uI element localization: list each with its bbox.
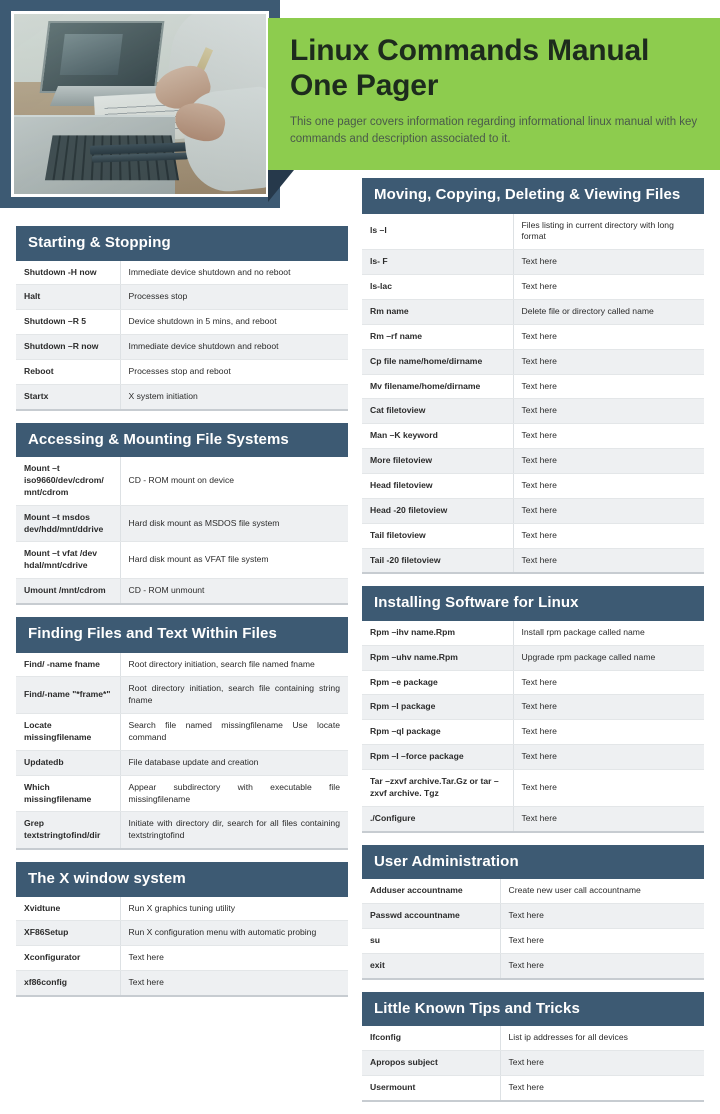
command-cell: ls –l xyxy=(362,214,513,250)
description-cell: Text here xyxy=(500,1075,704,1100)
command-cell: Rm –rf name xyxy=(362,324,513,349)
card-heading: Little Known Tips and Tricks xyxy=(362,992,704,1027)
description-cell: Text here xyxy=(513,473,704,498)
table-row[interactable] xyxy=(362,1075,704,1100)
command-cell: Rpm –I package xyxy=(362,695,513,720)
command-cell: Xvidtune xyxy=(16,897,120,921)
page-title: Linux Commands Manual One Pager xyxy=(290,34,650,102)
command-cell: Updatedb xyxy=(16,750,120,775)
card-heading: Installing Software for Linux xyxy=(362,586,704,621)
table-row[interactable] xyxy=(362,548,704,573)
command-table xyxy=(16,897,348,997)
description-cell: Install rpm package called name xyxy=(513,621,704,645)
command-cell: Locate missingfilename xyxy=(16,714,120,751)
table-row[interactable] xyxy=(16,946,348,971)
table-row[interactable] xyxy=(362,374,704,399)
command-cell: Shutdown -H now xyxy=(16,261,120,285)
table-row[interactable] xyxy=(16,921,348,946)
card-heading: Finding Files and Text Within Files xyxy=(16,617,348,653)
table-row[interactable] xyxy=(362,523,704,548)
table-row[interactable] xyxy=(16,384,348,409)
description-cell: CD - ROM mount on device xyxy=(120,457,348,505)
command-cell: Rpm –uhv name.Rpm xyxy=(362,645,513,670)
description-cell: Immediate device shutdown and no reboot xyxy=(120,261,348,285)
table-row[interactable] xyxy=(362,449,704,474)
description-cell: Text here xyxy=(513,449,704,474)
table-row[interactable] xyxy=(16,335,348,360)
description-cell: Text here xyxy=(513,324,704,349)
page-subtitle: This one pager covers information regarding informational linux manual with key commands and description associated to it. xyxy=(290,115,698,145)
table-row[interactable] xyxy=(16,653,348,677)
photo-color-overlay xyxy=(14,14,266,194)
banner-notch-triangle xyxy=(268,170,294,202)
command-cell: Ifconfig xyxy=(362,1026,500,1050)
command-cell: Halt xyxy=(16,285,120,310)
command-card-accessing-mounting-file-systems xyxy=(16,423,348,605)
table-row[interactable] xyxy=(362,928,704,953)
command-cell: Rpm –e package xyxy=(362,670,513,695)
description-cell: Text here xyxy=(513,424,704,449)
table-row[interactable] xyxy=(16,505,348,542)
description-cell: Text here xyxy=(513,806,704,831)
table-row[interactable] xyxy=(362,621,704,645)
description-cell: Processes stop and reboot xyxy=(120,359,348,384)
left-column xyxy=(16,226,348,1009)
command-cell: Adduser accountname xyxy=(362,879,500,903)
command-cell: Rpm –ql package xyxy=(362,720,513,745)
card-heading: Moving, Copying, Deleting & Viewing Files xyxy=(362,178,704,214)
description-cell: Text here xyxy=(513,374,704,399)
command-cell: Mount –t iso9660/dev/cdrom/ mnt/cdrom xyxy=(16,457,120,505)
description-cell: Text here xyxy=(513,548,704,573)
description-cell: Run X graphics tuning utility xyxy=(120,897,348,921)
description-cell: Initiate with directory dir, search for all files containing textstringtofind xyxy=(120,812,348,849)
command-card-user-administration xyxy=(362,845,704,980)
table-row[interactable] xyxy=(362,250,704,275)
table-row[interactable] xyxy=(362,1050,704,1075)
description-cell: Files listing in current directory with long format xyxy=(513,214,704,250)
table-row[interactable] xyxy=(16,714,348,751)
command-cell: Mv filename/home/dirname xyxy=(362,374,513,399)
table-row[interactable] xyxy=(16,542,348,579)
command-cell: Find/ -name fname xyxy=(16,653,120,677)
description-cell: Text here xyxy=(513,399,704,424)
description-cell: Processes stop xyxy=(120,285,348,310)
command-card-finding-files-and-text-within-files xyxy=(16,617,348,850)
command-cell: Grep textstringtofind/dir xyxy=(16,812,120,849)
card-heading: The X window system xyxy=(16,862,348,897)
command-cell: Passwd accountname xyxy=(362,903,500,928)
description-cell: Root directory initiation, search file named fname xyxy=(120,653,348,677)
description-cell: Text here xyxy=(513,250,704,275)
description-cell: Text here xyxy=(513,670,704,695)
description-cell: Text here xyxy=(513,275,704,300)
command-cell: Shutdown –R now xyxy=(16,335,120,360)
table-row[interactable] xyxy=(16,310,348,335)
table-row[interactable] xyxy=(16,457,348,505)
description-cell: Text here xyxy=(513,745,704,770)
command-cell: Rm name xyxy=(362,299,513,324)
command-card-starting-stopping xyxy=(16,226,348,411)
table-row[interactable] xyxy=(362,953,704,978)
description-cell: Root directory initiation, search file containing string fname xyxy=(120,677,348,714)
table-row[interactable] xyxy=(16,775,348,812)
table-row[interactable] xyxy=(16,750,348,775)
command-cell: Mount –t msdos dev/hdd/mnt/ddrive xyxy=(16,505,120,542)
right-column xyxy=(362,178,704,1114)
table-row[interactable] xyxy=(16,897,348,921)
command-table xyxy=(16,457,348,605)
description-cell: Upgrade rpm package called name xyxy=(513,645,704,670)
command-cell: Head filetoview xyxy=(362,473,513,498)
command-cell: Rpm –ihv name.Rpm xyxy=(362,621,513,645)
table-row[interactable] xyxy=(16,579,348,604)
description-cell: Text here xyxy=(120,971,348,996)
table-row[interactable] xyxy=(16,285,348,310)
table-row[interactable] xyxy=(362,806,704,831)
command-cell: Man –K keyword xyxy=(362,424,513,449)
command-card-the-x-window-system xyxy=(16,862,348,997)
table-row[interactable] xyxy=(362,399,704,424)
description-cell: Hard disk mount as MSDOS file system xyxy=(120,505,348,542)
description-cell: Text here xyxy=(120,946,348,971)
description-cell: Text here xyxy=(500,953,704,978)
table-row[interactable] xyxy=(362,770,704,807)
command-cell: Startx xyxy=(16,384,120,409)
table-row[interactable] xyxy=(362,903,704,928)
command-cell: Xconfigurator xyxy=(16,946,120,971)
table-row[interactable] xyxy=(362,349,704,374)
command-table xyxy=(362,1026,704,1102)
description-cell: Text here xyxy=(513,523,704,548)
command-cell: Cat filetoview xyxy=(362,399,513,424)
command-table xyxy=(362,214,704,575)
header-photo xyxy=(11,11,269,197)
table-row[interactable] xyxy=(362,473,704,498)
command-cell: ls- F xyxy=(362,250,513,275)
command-cell: Umount /mnt/cdrom xyxy=(16,579,120,604)
description-cell: CD - ROM unmount xyxy=(120,579,348,604)
description-cell: Delete file or directory called name xyxy=(513,299,704,324)
command-cell: ls-lac xyxy=(362,275,513,300)
table-row[interactable] xyxy=(362,214,704,250)
command-cell: Cp file name/home/dirname xyxy=(362,349,513,374)
command-cell: Mount –t vfat /dev hdal/mnt/cdrive xyxy=(16,542,120,579)
card-heading: User Administration xyxy=(362,845,704,880)
table-row[interactable] xyxy=(16,677,348,714)
description-cell: Immediate device shutdown and reboot xyxy=(120,335,348,360)
table-row[interactable] xyxy=(16,971,348,996)
command-cell: More filetoview xyxy=(362,449,513,474)
table-row[interactable] xyxy=(362,1026,704,1050)
command-card-installing-software-for-linux xyxy=(362,586,704,832)
table-row[interactable] xyxy=(362,670,704,695)
table-row[interactable] xyxy=(362,745,704,770)
description-cell: Text here xyxy=(500,903,704,928)
table-row[interactable] xyxy=(362,299,704,324)
table-row[interactable] xyxy=(16,261,348,285)
table-row[interactable] xyxy=(362,275,704,300)
description-cell: File database update and creation xyxy=(120,750,348,775)
description-cell: Text here xyxy=(500,928,704,953)
description-cell: Text here xyxy=(513,498,704,523)
command-cell: Rpm –I –force package xyxy=(362,745,513,770)
command-cell: su xyxy=(362,928,500,953)
description-cell: Text here xyxy=(500,1050,704,1075)
command-cell: Apropos subject xyxy=(362,1050,500,1075)
command-cell: Find/-name "*frame*" xyxy=(16,677,120,714)
table-row[interactable] xyxy=(362,498,704,523)
description-cell: Appear subdirectory with executable file missingfilename xyxy=(120,775,348,812)
description-cell: Hard disk mount as VFAT file system xyxy=(120,542,348,579)
command-cell: xf86config xyxy=(16,971,120,996)
description-cell: Create new user call accountname xyxy=(500,879,704,903)
command-table xyxy=(16,653,348,851)
command-card-moving-copying-deleting-viewing-files xyxy=(362,178,704,574)
table-row[interactable] xyxy=(16,359,348,384)
command-card-little-known-tips-and-tricks xyxy=(362,992,704,1102)
command-cell: ./Configure xyxy=(362,806,513,831)
header-photo-frame xyxy=(0,0,280,208)
command-cell: Tail filetoview xyxy=(362,523,513,548)
description-cell: Text here xyxy=(513,770,704,807)
description-cell: Text here xyxy=(513,720,704,745)
description-cell: List ip addresses for all devices xyxy=(500,1026,704,1050)
command-table xyxy=(362,879,704,979)
table-row[interactable] xyxy=(362,695,704,720)
command-cell: Reboot xyxy=(16,359,120,384)
command-cell: Head -20 filetoview xyxy=(362,498,513,523)
table-row[interactable] xyxy=(362,879,704,903)
table-row[interactable] xyxy=(16,812,348,849)
command-cell: Usermount xyxy=(362,1075,500,1100)
command-cell: Shutdown –R 5 xyxy=(16,310,120,335)
command-cell: Tail -20 filetoview xyxy=(362,548,513,573)
description-cell: Text here xyxy=(513,349,704,374)
command-cell: Which missingfilename xyxy=(16,775,120,812)
description-cell: X system initiation xyxy=(120,384,348,409)
table-row[interactable] xyxy=(362,720,704,745)
title-banner xyxy=(268,18,720,170)
command-table xyxy=(16,261,348,411)
card-heading: Starting & Stopping xyxy=(16,226,348,261)
description-cell: Run X configuration menu with automatic probing xyxy=(120,921,348,946)
command-cell: XF86Setup xyxy=(16,921,120,946)
command-table xyxy=(362,621,704,833)
description-cell: Device shutdown in 5 mins, and reboot xyxy=(120,310,348,335)
table-row[interactable] xyxy=(362,324,704,349)
command-cell: Tar –zxvf archive.Tar.Gz or tar –zxvf archive. Tgz xyxy=(362,770,513,807)
card-heading: Accessing & Mounting File Systems xyxy=(16,423,348,458)
description-cell: Text here xyxy=(513,695,704,720)
description-cell: Search file named missingfilename Use locate command xyxy=(120,714,348,751)
table-row[interactable] xyxy=(362,645,704,670)
command-cell: exit xyxy=(362,953,500,978)
table-row[interactable] xyxy=(362,424,704,449)
